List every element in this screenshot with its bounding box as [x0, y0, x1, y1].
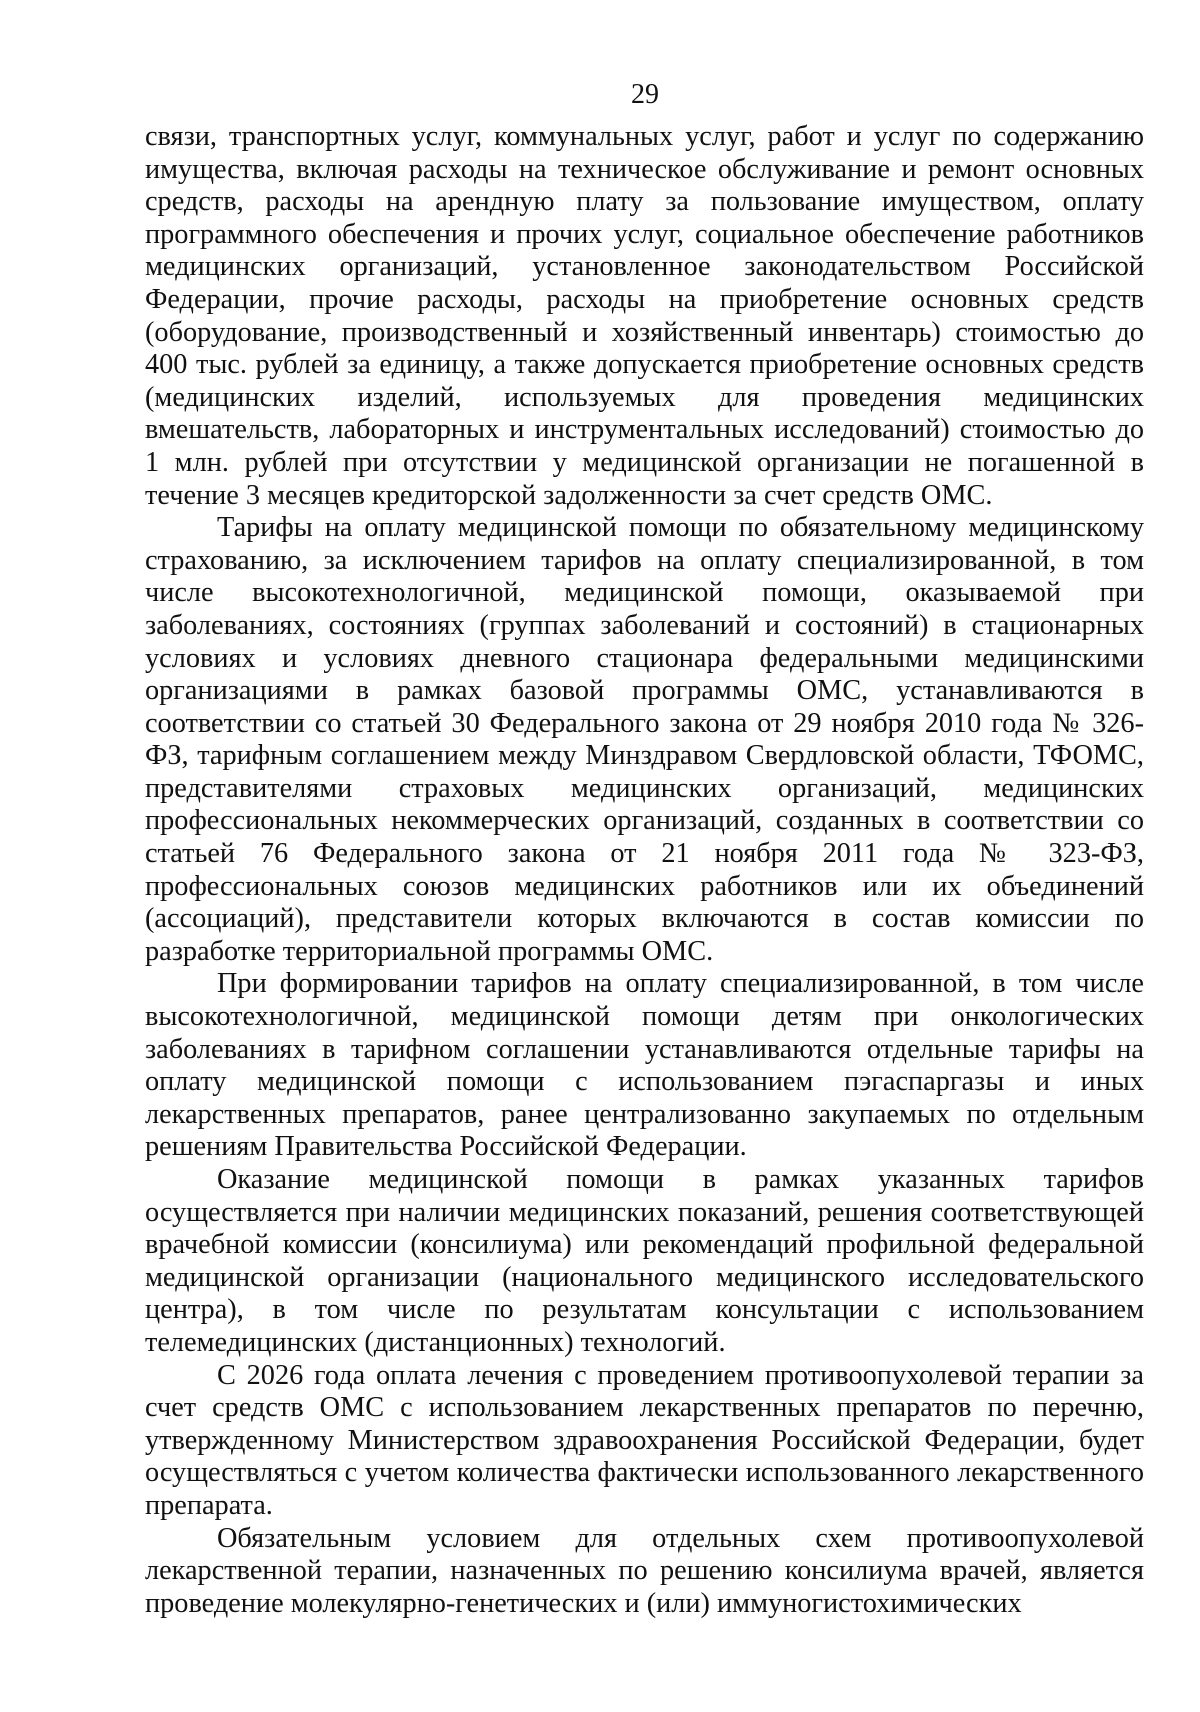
- paragraph-continued: связи, транспортных услуг, коммунальных услуг, работ и услуг по содержанию имущества, включая расходы на техническое обслуживание и ремонт основных средств, расходы на арендную плату за пользование имуществом, оплату программного обеспечения и прочих услуг, социальное обеспечение работников медицинских организаций, установленное законодательством Российской Федерации, прочие расходы, расходы на приобретение основных средств (оборудование, производственный и хозяйственный инвентарь) стоимостью до 400 тыс. рублей за единицу, а также допускается приобретение основных средств (медицинских изделий, используемых для проведения медицинских вмешательств, лабораторных и инструментальных исследований) стоимостью до 1 млн. рублей при отсутствии у медицинской организации не погашенной в течение 3 месяцев кредиторской задолженности за счет средств ОМС.: [145, 121, 1144, 511]
- paragraph-pediatric-oncology-tariffs: При формировании тарифов на оплату специализированной, в том числе высокотехнологичной, медицинской помощи детям при онкологических заболеваниях в тарифном соглашении устанавливаются отдельные тарифы на оплату медицинской помощи с использованием пэгаспаргазы и иных лекарственных препаратов, ранее централизованно закупаемых по отдельным решениям Правительства Российской Федерации.: [145, 968, 1144, 1163]
- paragraph-tariffs: Тарифы на оплату медицинской помощи по обязательному медицинскому страхованию, за исключением тарифов на оплату специализированной, в том числе высокотехнологичной, медицинской помощи, оказываемой при заболеваниях, состояниях (группах заболеваний и состояний) в стационарных условиях и условиях дневного стационара федеральными медицинскими организациями в рамках базовой программы ОМС, устанавливаются в соответствии со статьей 30 Федерального закона от 29 ноября 2010 года № 326-ФЗ, тарифным соглашением между Минздравом Свердловской области, ТФОМС, представителями страховых медицинских организаций, медицинских профессиональных некоммерческих организаций, созданных в соответствии со статьей 76 Федерального закона от 21 ноября 2011 года № 323-ФЗ, профессиональных союзов медицинских работников или их объединений (ассоциаций), представители которых включаются в состав комиссии по разработке территориальной программы ОМС.: [145, 512, 1144, 967]
- paragraph-mandatory-condition: Обязательным условием для отдельных схем противоопухолевой лекарственной терапии, назначенных по решению консилиума врачей, является проведение молекулярно-генетических и (или) иммуногистохимических: [145, 1522, 1144, 1619]
- page-number: 29: [631, 79, 659, 110]
- document-body: [145, 121, 1144, 1620]
- paragraph-2026-payment: С 2026 года оплата лечения с проведением противоопухолевой терапии за счет средств ОМС с использованием лекарственных препаратов по перечню, утвержденному Министерством здравоохранения Российской Федерации, будет осуществляться с учетом количества фактически использованного лекарственного препарата.: [145, 1359, 1144, 1521]
- paragraph-provision-conditions: Оказание медицинской помощи в рамках указанных тарифов осуществляется при наличии медицинских показаний, решения соответствующей врачебной комиссии (консилиума) или рекомендаций профильной федеральной медицинской организации (национального медицинского исследовательского центра), в том числе по результатам консультации с использованием телемедицинских (дистанционных) технологий.: [145, 1164, 1144, 1358]
